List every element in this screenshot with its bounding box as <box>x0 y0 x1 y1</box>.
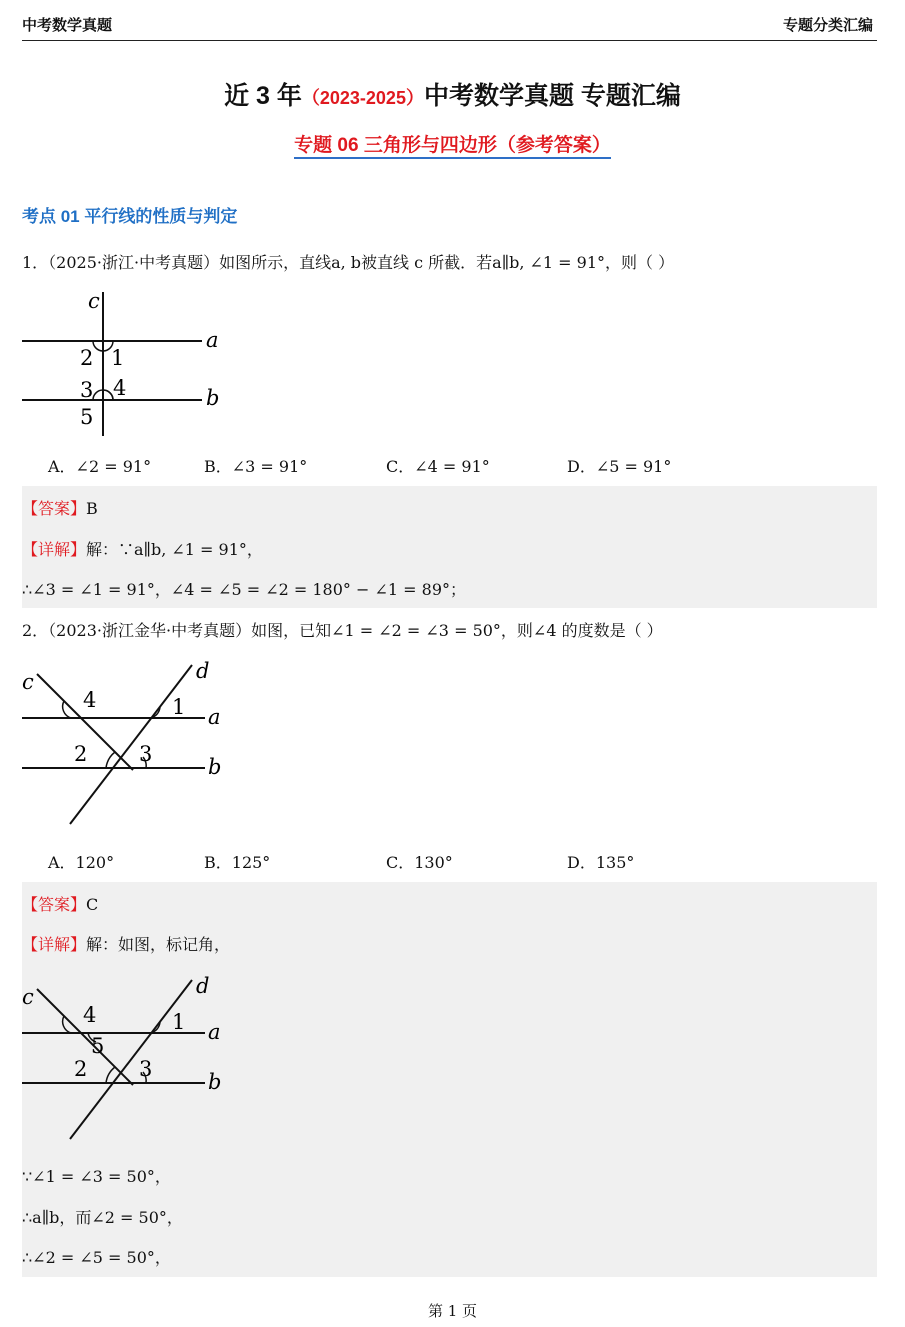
q2-option-d: D．135° <box>567 853 635 872</box>
title-years: （2023-2025） <box>301 88 424 108</box>
q2-solution-figure <box>20 971 235 1146</box>
q1-answer-tag: 【答案】 <box>22 501 87 518</box>
q1-option-b: B．∠3 = 91° <box>204 457 308 476</box>
q2-detail-line <box>22 932 230 955</box>
header-right: 专题分类汇编 <box>782 17 873 34</box>
q1-angle-1: 1 <box>111 346 125 370</box>
q2s-angle-3: 3 <box>139 1057 153 1081</box>
q1-detail: 解：∵a∥b, ∠1 = 91°， <box>86 540 263 559</box>
q2s-angle-1: 1 <box>172 1010 186 1034</box>
q1-label-b: b <box>206 386 220 410</box>
q1-answer: B <box>86 499 98 518</box>
section-heading: 考点 01 平行线的性质与判定 <box>22 207 238 226</box>
q1-angle-3: 3 <box>80 378 94 402</box>
q2-detail-tag: 【详解】 <box>22 937 87 954</box>
q2-detail-line3: ∴∠2 = ∠5 = 50°， <box>22 1248 171 1267</box>
q2s-angle-2: 2 <box>74 1057 88 1081</box>
q2-detail-line1: ∵∠1 = ∠3 = 50°， <box>22 1167 171 1186</box>
subtitle-text: 专题 06 三角形与四边形（参考答案） <box>294 135 611 159</box>
title-prefix: 近 3 年 <box>224 82 302 110</box>
q2-label-c: c <box>22 670 34 694</box>
q2s-angle-4: 4 <box>83 1003 97 1027</box>
q2-detail-line2: ∴a∥b，而∠2 = 50°， <box>22 1208 183 1227</box>
q1-option-d: D．∠5 = 91° <box>567 457 672 476</box>
q1-figure <box>20 288 230 440</box>
header-left: 中考数学真题 <box>22 17 113 34</box>
page-title <box>0 76 905 112</box>
q2s-label-a: a <box>208 1020 221 1044</box>
q2-figure <box>20 656 235 831</box>
page-footer: 第 1 页 <box>427 1302 478 1320</box>
q1-label-a: a <box>206 328 219 352</box>
q2-option-b: B．125° <box>204 853 271 872</box>
q1-option-c: C．∠4 = 91° <box>386 457 490 476</box>
q1-detail-tag: 【详解】 <box>22 542 87 559</box>
header-divider <box>22 40 877 41</box>
q2-answer-tag: 【答案】 <box>22 897 87 914</box>
q2-detail: 解：如图，标记角， <box>86 935 231 954</box>
q1-detail-line <box>22 537 263 560</box>
q2s-label-b: b <box>208 1070 222 1094</box>
q2-stem: 2．（2023·浙江金华·中考真题）如图，已知∠1 = ∠2 = ∠3 = 50°，则∠4 的度数是（ ） <box>22 621 663 640</box>
q1-detail-line2: ∴∠3 = ∠1 = 91°，∠4 = ∠5 = ∠2 = 180° − ∠1 = 89°； <box>22 580 467 599</box>
q1-angle-4: 4 <box>113 376 127 400</box>
q1-answer-line <box>22 496 98 519</box>
q2s-label-d: d <box>196 974 210 998</box>
title-suffix: 中考数学真题 专题汇编 <box>423 82 681 110</box>
q2s-angle-5: 5 <box>91 1034 105 1058</box>
q2-angle-4: 4 <box>83 688 97 712</box>
page-subtitle <box>0 130 905 157</box>
q1-option-a: A．∠2 = 91° <box>48 457 152 476</box>
q2-angle-1: 1 <box>172 695 186 719</box>
q1-stem: 1．（2025·浙江·中考真题）如图所示，直线a, b被直线 c 所截．若a∥b, ∠1 = 91°，则（ ） <box>22 253 675 272</box>
q1-angle-5: 5 <box>80 405 94 429</box>
q2-label-d: d <box>196 659 210 683</box>
q2-angle-2: 2 <box>74 742 88 766</box>
q2-answer: C <box>86 895 99 914</box>
q1-angle-2: 2 <box>80 346 94 370</box>
q2-option-a: A．120° <box>48 853 115 872</box>
q2-answer-line <box>22 892 98 915</box>
q2-option-c: C．130° <box>386 853 453 872</box>
q2s-label-c: c <box>22 985 34 1009</box>
q1-label-c: c <box>88 289 100 313</box>
q2-label-b: b <box>208 755 222 779</box>
q2-label-a: a <box>208 705 221 729</box>
q2-angle-3: 3 <box>139 742 153 766</box>
